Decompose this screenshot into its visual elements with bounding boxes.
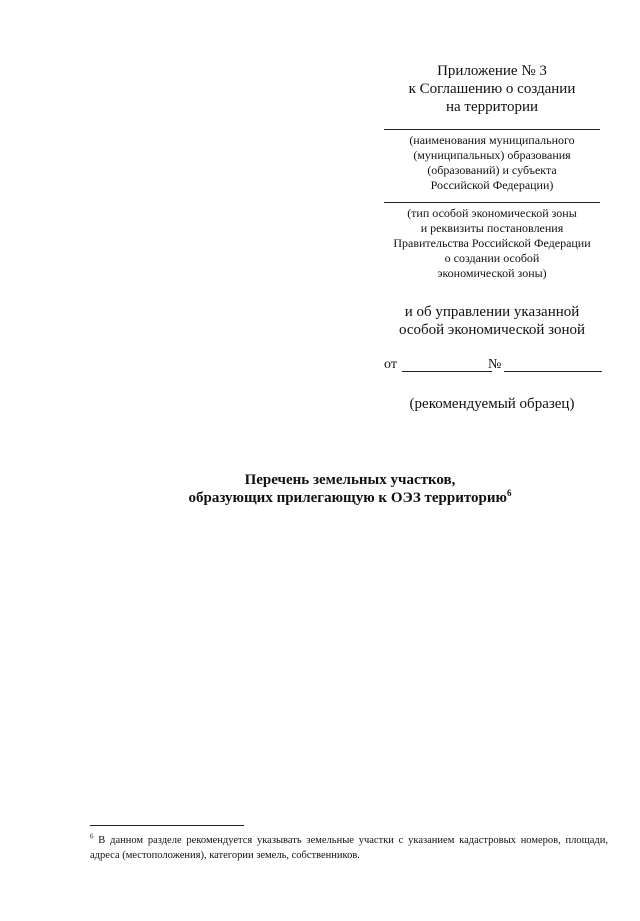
date-blank-line [402, 371, 492, 372]
footnote-text: В данном разделе рекомендуется указывать земельные участки с указанием кадастровых номеров, площади, адреса (местоположения), категории земель, собственников. [90, 835, 608, 861]
title-line-1: Перечень земельных участков, [244, 472, 456, 488]
date-label: от [384, 357, 397, 372]
title-line-2-text: образующих прилегающую к ОЭЗ территорию [188, 490, 507, 506]
management-line: особой экономической зоной [398, 322, 586, 338]
municipality-note-line: (муниципальных) образования [413, 148, 571, 162]
zone-blank-line [384, 202, 600, 203]
sample-label: (рекомендуемый образец) [409, 396, 575, 412]
appendix-territory: на территории [445, 99, 539, 115]
number-blank-line [504, 371, 602, 372]
appendix-agreement: к Соглашению о создании [408, 81, 576, 97]
management-clause [380, 303, 604, 339]
appendix-header [380, 62, 604, 413]
number-label: № [488, 357, 502, 372]
document-title [120, 471, 580, 507]
appendix-number: Приложение № 3 [437, 63, 547, 79]
footnote-reference: 6 [506, 488, 512, 498]
footnote [90, 833, 608, 863]
date-number-row [380, 357, 604, 377]
footnote-separator [90, 825, 244, 826]
municipality-note [380, 133, 604, 193]
zone-note [380, 206, 604, 281]
zone-note-line: о создании особой [444, 251, 540, 265]
title-line-2 [120, 489, 580, 507]
municipality-note-line: Российской Федерации) [430, 178, 554, 192]
zone-note-line: экономической зоны) [437, 266, 547, 280]
municipality-blank-line [384, 129, 600, 130]
management-line: и об управлении указанной [404, 304, 580, 320]
zone-note-line: (тип особой экономической зоны [407, 206, 577, 220]
zone-note-line: Правительства Российской Федерации [393, 236, 591, 250]
municipality-note-line: (образований) и субъекта [427, 163, 557, 177]
footnote-marker: 6 [90, 832, 94, 841]
zone-note-line: и реквизиты постановления [420, 221, 564, 235]
municipality-note-line: (наименования муниципального [409, 133, 575, 147]
